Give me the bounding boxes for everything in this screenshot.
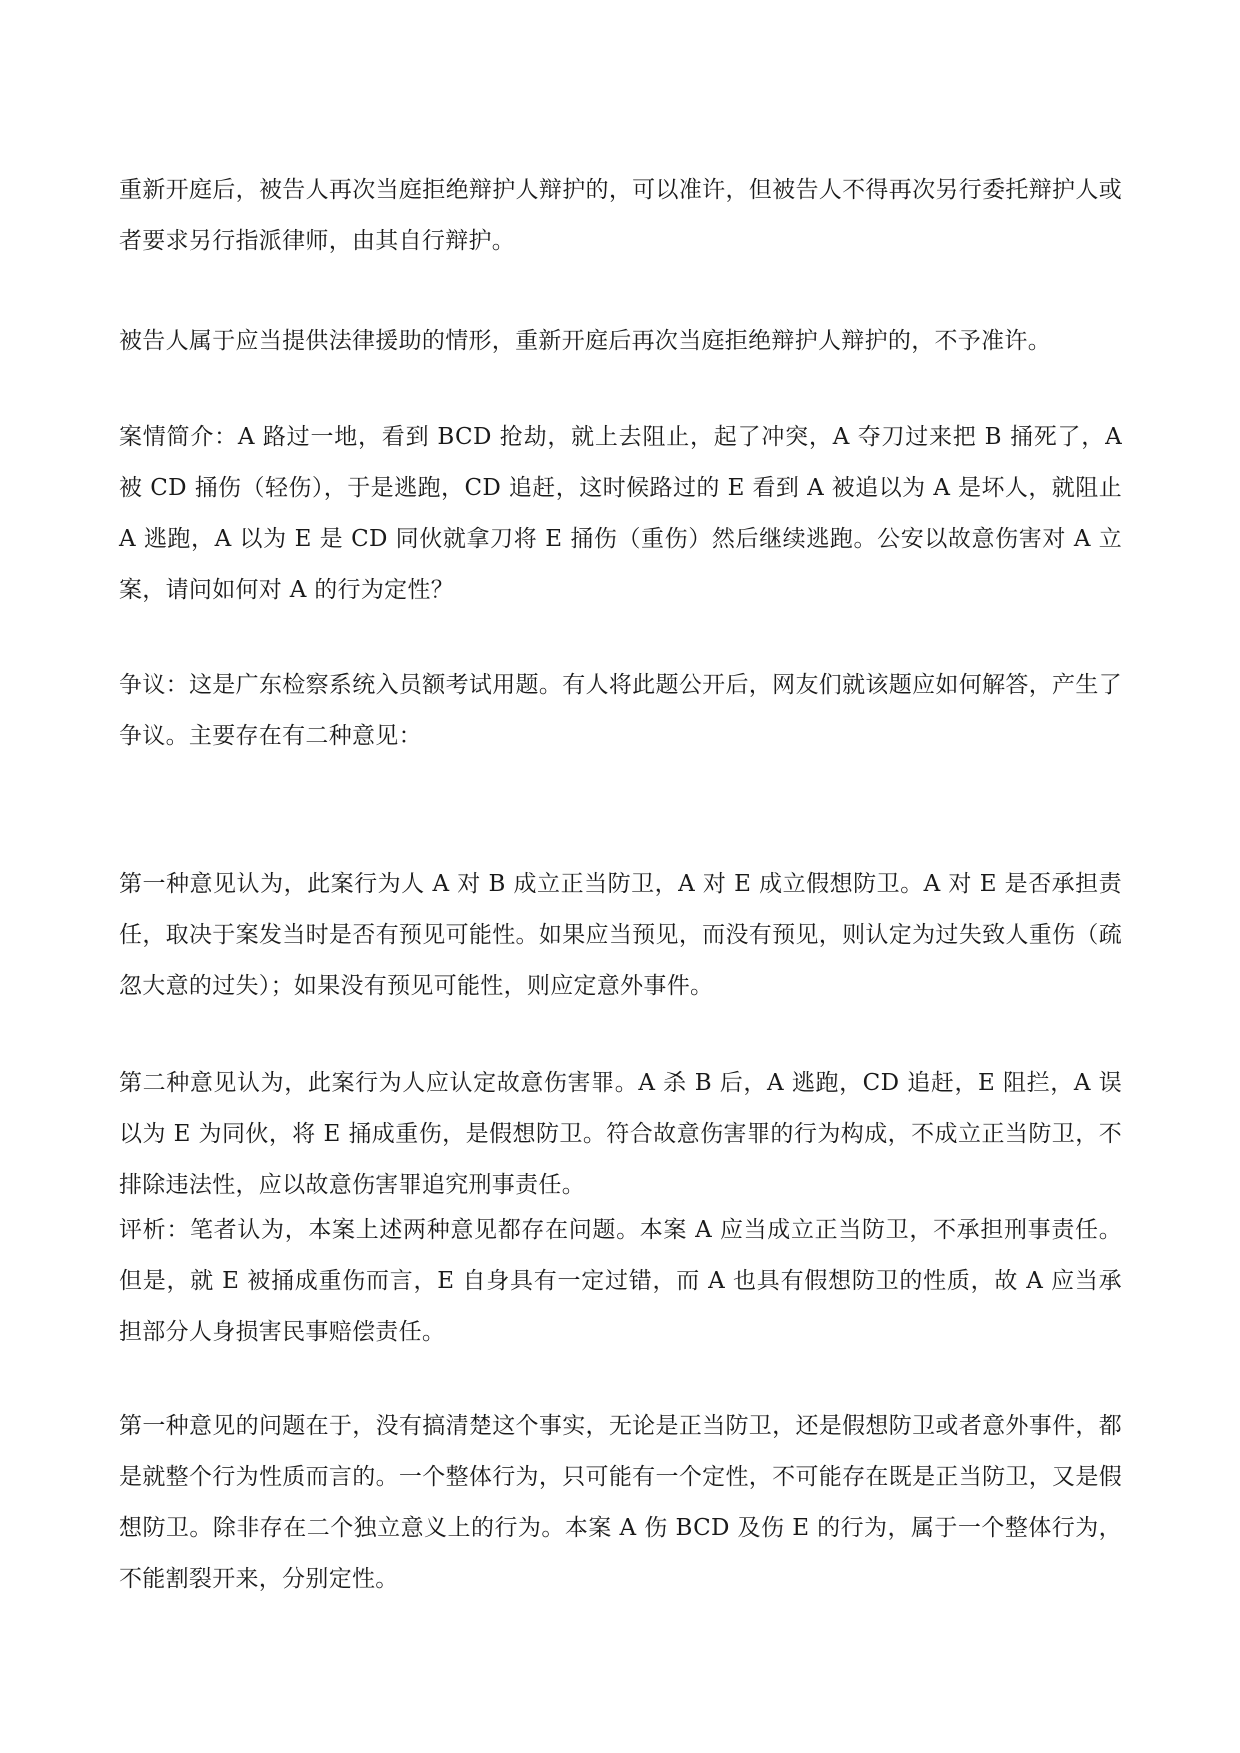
paragraph-analysis: 评析：笔者认为，本案上述两种意见都存在问题。本案 A 应当成立正当防卫，不承担刑事责任。但是，就 E 被捅成重伤而言，E 自身具有一定过错，而 A 也具有假想防卫的性质，故 A 应当承担部分人身损害民事赔偿责任。 [119, 1217, 1122, 1345]
paragraph-dispute: 争议：这是广东检察系统入员额考试用题。有人将此题公开后，网友们就该题应如何解答，产生了争议。主要存在有二种意见： [119, 672, 1122, 749]
paragraph-second-opinion: 第二种意见认为，此案行为人应认定故意伤害罪。A 杀 B 后，A 逃跑，CD 追赶，E 阻拦，A 误以为 E 为同伙，将 E 捅成重伤，是假想防卫。符合故意伤害罪的行为构成，不成立正当防卫，不排除违法性，应以故意伤害罪追究刑事责任。 [119, 1070, 1122, 1198]
paragraph-legal-aid: 被告人属于应当提供法律援助的情形，重新开庭后再次当庭拒绝辩护人辩护的，不予准许。 [119, 328, 1051, 354]
paragraph-case-summary: 案情简介：A 路过一地，看到 BCD 抢劫，就上去阻止，起了冲突，A 夺刀过来把 B 捅死了，A 被 CD 捅伤（轻伤），于是逃跑，CD 追赶，这时候路过的 E 看到 A 被追以为 A 是坏人，就阻止 A 逃跑，A 以为 E 是 CD 同伙就拿刀将 E 捅伤（重伤）然后继续逃跑。公安以故意伤害对 A 立案，请问如何对 A 的行为定性？ [119, 424, 1122, 603]
paragraph-retrial-refusal: 重新开庭后，被告人再次当庭拒绝辩护人辩护的，可以准许，但被告人不得再次另行委托辩护人或者要求另行指派律师，由其自行辩护。 [119, 177, 1122, 254]
paragraph-first-opinion-problem: 第一种意见的问题在于，没有搞清楚这个事实，无论是正当防卫，还是假想防卫或者意外事件，都是就整个行为性质而言的。一个整体行为，只可能有一个定性，不可能存在既是正当防卫，又是假想防卫。除非存在二个独立意义上的行为。本案 A 伤 BCD 及伤 E 的行为，属于一个整体行为，不能割裂开来，分别定性。 [119, 1413, 1122, 1592]
paragraph-first-opinion: 第一种意见认为，此案行为人 A 对 B 成立正当防卫，A 对 E 成立假想防卫。A 对 E 是否承担责任，取决于案发当时是否有预见可能性。如果应当预见，而没有预见，则认定为过失致人重伤（疏忽大意的过失）；如果没有预见可能性，则应定意外事件。 [119, 871, 1122, 999]
